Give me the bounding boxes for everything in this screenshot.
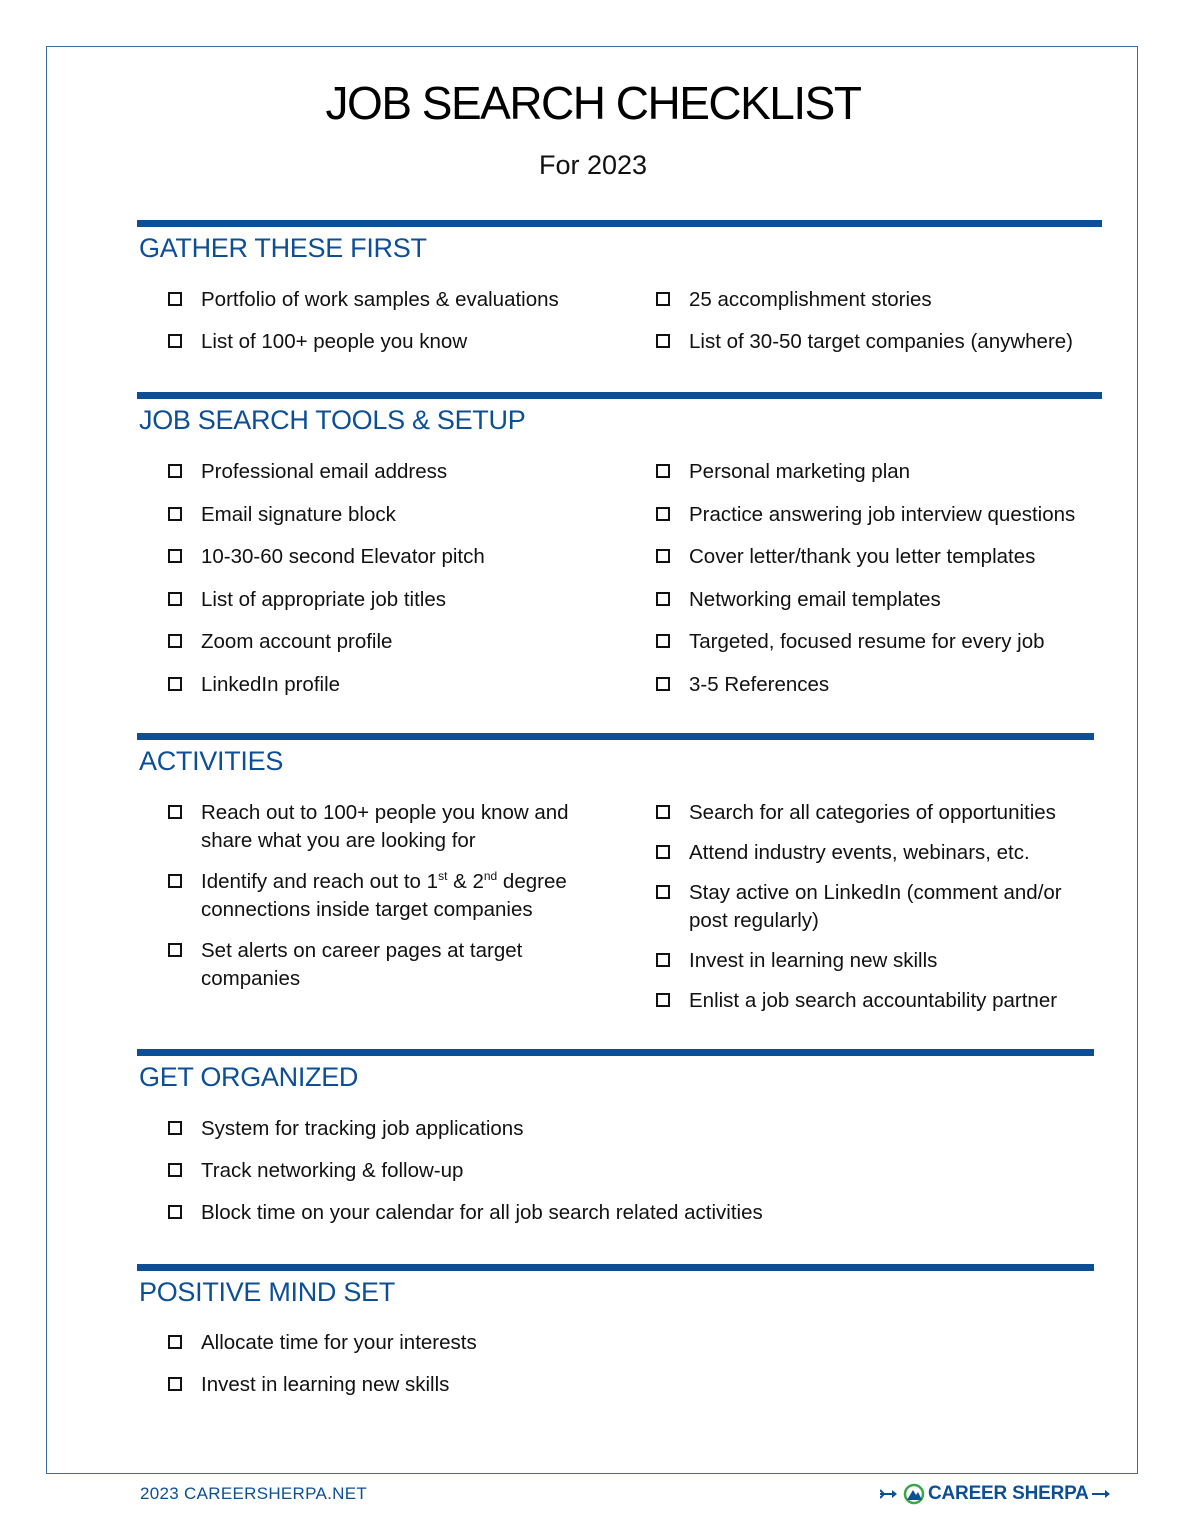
section-heading-mindset: POSITIVE MIND SET	[139, 1277, 395, 1307]
checkbox-icon[interactable]	[656, 507, 670, 521]
checklist-item[interactable]: Enlist a job search accountability partner	[656, 987, 1086, 1015]
checkbox-icon[interactable]	[656, 953, 670, 967]
checkbox-icon[interactable]	[168, 334, 182, 348]
checklist-item[interactable]: Portfolio of work samples & evaluations	[168, 286, 638, 314]
checkbox-icon[interactable]	[168, 1377, 182, 1391]
checkbox-icon[interactable]	[656, 334, 670, 348]
checklist-item[interactable]: LinkedIn profile	[168, 671, 638, 699]
checkbox-icon[interactable]	[168, 677, 182, 691]
checklist-item[interactable]: Invest in learning new skills	[168, 1371, 868, 1399]
checkbox-icon[interactable]	[168, 874, 182, 888]
checkbox-icon[interactable]	[656, 677, 670, 691]
section-heading-activities: ACTIVITIES	[139, 746, 284, 776]
checklist-item[interactable]: Invest in learning new skills	[656, 947, 1086, 975]
tools-right-list	[656, 458, 1126, 699]
checkbox-icon[interactable]	[168, 292, 182, 306]
organized-list	[168, 1115, 968, 1227]
checklist-item[interactable]: 3-5 References	[656, 671, 1126, 699]
page-subtitle: For 2023	[538, 150, 648, 180]
checklist-item[interactable]: List of appropriate job titles	[168, 586, 638, 614]
arrow-right-icon	[1092, 1488, 1112, 1500]
checkbox-icon[interactable]	[168, 1121, 182, 1135]
checklist-item[interactable]: Professional email address	[168, 458, 638, 486]
checklist-item[interactable]: Set alerts on career pages at target companies	[168, 937, 608, 993]
checklist-item[interactable]: Cover letter/thank you letter templates	[656, 543, 1126, 571]
checklist-item[interactable]: Identify and reach out to 1st & 2nd degree connections inside target companies	[168, 868, 608, 924]
checkbox-icon[interactable]	[656, 805, 670, 819]
checklist-item[interactable]: List of 100+ people you know	[168, 328, 638, 356]
checkbox-icon[interactable]	[656, 993, 670, 1007]
logo-text: CAREER SHERPA	[928, 1483, 1089, 1504]
checklist-item[interactable]: Allocate time for your interests	[168, 1329, 868, 1357]
checkbox-icon[interactable]	[656, 634, 670, 648]
section-divider	[137, 733, 1094, 740]
checklist-item[interactable]: Zoom account profile	[168, 628, 638, 656]
checklist-item[interactable]: 25 accomplishment stories	[656, 286, 1126, 314]
checklist-item[interactable]: System for tracking job applications	[168, 1115, 968, 1143]
checkbox-icon[interactable]	[656, 464, 670, 478]
checkbox-icon[interactable]	[656, 292, 670, 306]
checklist-item[interactable]: Block time on your calendar for all job search related activities	[168, 1199, 968, 1227]
section-heading-tools: JOB SEARCH TOOLS & SETUP	[139, 405, 526, 435]
section-divider	[137, 392, 1102, 399]
footer-website: 2023 CAREERSHERPA.NET	[140, 1484, 368, 1503]
section-divider	[137, 220, 1102, 227]
checkbox-icon[interactable]	[656, 885, 670, 899]
checkbox-icon[interactable]	[656, 549, 670, 563]
section-heading-organized: GET ORGANIZED	[139, 1062, 359, 1092]
checkbox-icon[interactable]	[168, 634, 182, 648]
activities-left-list	[168, 799, 608, 993]
checkbox-icon[interactable]	[168, 1205, 182, 1219]
section-divider	[137, 1264, 1094, 1271]
checklist-item[interactable]: Networking email templates	[656, 586, 1126, 614]
checklist-item[interactable]: Practice answering job interview questions	[656, 501, 1126, 529]
checklist-item[interactable]: Reach out to 100+ people you know and share what you are looking for	[168, 799, 608, 855]
checklist-item[interactable]: Targeted, focused resume for every job	[656, 628, 1126, 656]
section-heading-gather: GATHER THESE FIRST	[139, 233, 427, 263]
mindset-list	[168, 1329, 868, 1399]
arrow-left-icon	[880, 1488, 900, 1500]
checklist-item[interactable]: Attend industry events, webinars, etc.	[656, 839, 1086, 867]
activities-right-list	[656, 799, 1086, 1015]
career-sherpa-logo	[880, 1483, 1112, 1505]
page-title: JOB SEARCH CHECKLIST	[325, 77, 861, 129]
checkbox-icon[interactable]	[168, 805, 182, 819]
checklist-item[interactable]: List of 30-50 target companies (anywhere)	[656, 328, 1126, 356]
checkbox-icon[interactable]	[168, 943, 182, 957]
gather-right-list	[656, 286, 1126, 356]
mountain-icon	[903, 1483, 925, 1505]
gather-left-list	[168, 286, 638, 356]
checkbox-icon[interactable]	[168, 1335, 182, 1349]
checklist-item[interactable]: Personal marketing plan	[656, 458, 1126, 486]
checklist-item[interactable]: Track networking & follow-up	[168, 1157, 968, 1185]
checkbox-icon[interactable]	[168, 464, 182, 478]
checklist-item[interactable]: 10-30-60 second Elevator pitch	[168, 543, 638, 571]
checklist-item[interactable]: Stay active on LinkedIn (comment and/or post regularly)	[656, 879, 1086, 935]
checkbox-icon[interactable]	[168, 592, 182, 606]
checkbox-icon[interactable]	[168, 1163, 182, 1177]
checkbox-icon[interactable]	[656, 845, 670, 859]
checkbox-icon[interactable]	[168, 549, 182, 563]
section-divider	[137, 1049, 1094, 1056]
checkbox-icon[interactable]	[168, 507, 182, 521]
tools-left-list	[168, 458, 638, 699]
checklist-item[interactable]: Search for all categories of opportunities	[656, 799, 1086, 827]
checkbox-icon[interactable]	[656, 592, 670, 606]
checklist-item[interactable]: Email signature block	[168, 501, 638, 529]
